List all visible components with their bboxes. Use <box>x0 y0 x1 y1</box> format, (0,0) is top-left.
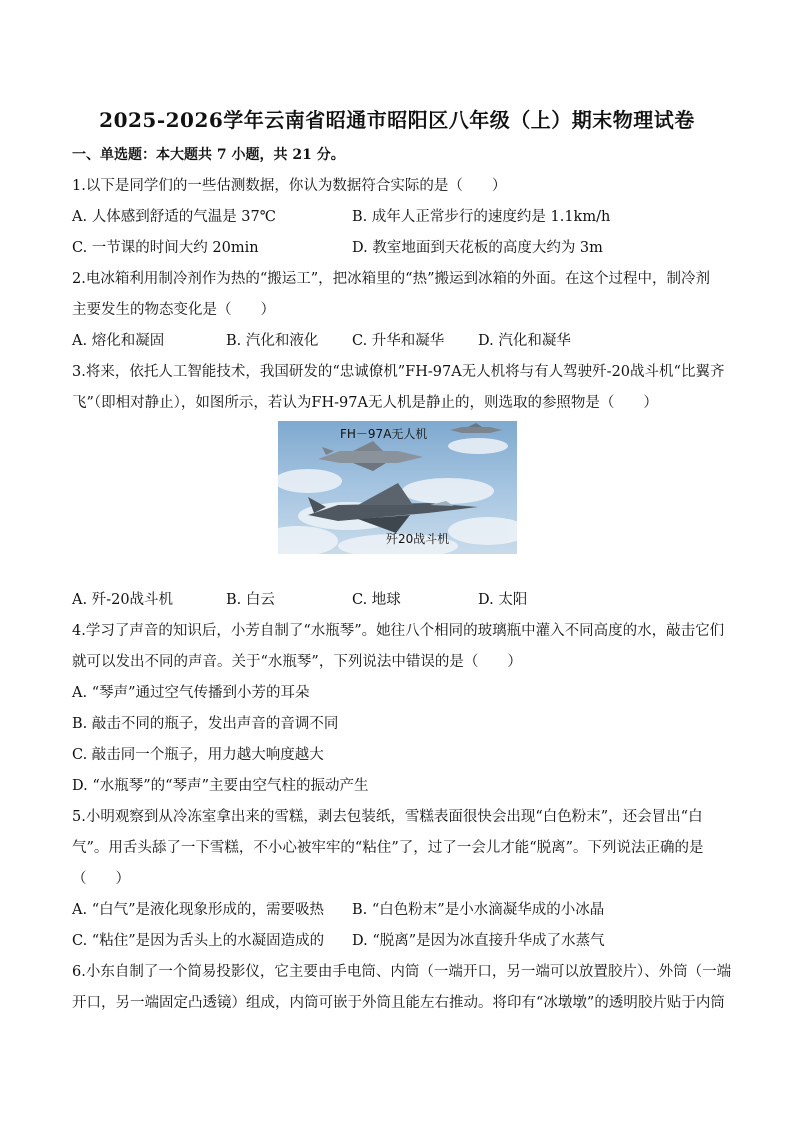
question-2-stem-line-2: 主要发生的物态变化是（ ） <box>72 302 275 318</box>
question-5-option-a: A. “白气”是液化现象形成的，需要吸热 <box>72 902 325 918</box>
question-5-stem-line-3: （ ） <box>72 871 130 887</box>
question-3-stem-line-1: 3.将来，依托人工智能技术，我国研发的“忠诚僚机”FH-97A无人机将与有人驾驶歼-20战斗机“比翼齐 <box>72 364 725 380</box>
question-1-stem: 1.以下是同学们的一些估测数据，你认为数据符合实际的是（ ） <box>72 178 507 194</box>
question-4-option-b: B. 敲击不同的瓶子，发出声音的音调不同 <box>72 716 339 732</box>
question-1-option-c: C. 一节课的时间大约 20min <box>72 240 259 256</box>
question-4-stem-line-2: 就可以发出不同的声音。关于“水瓶琴”，下列说法中错误的是（ ） <box>72 654 522 670</box>
question-2-option-d: D. 汽化和凝华 <box>478 333 571 349</box>
question-4-option-d: D. “水瓶琴”的“琴声”主要由空气柱的振动产生 <box>72 778 369 794</box>
question-5-option-c: C. “粘住”是因为舌头上的水凝固造成的 <box>72 933 325 949</box>
question-6-stem-line-1: 6.小东自制了一个简易投影仪，它主要由手电筒、内筒（一端开口，另一端可以放置胶片）、外筒（一端 <box>72 964 732 980</box>
question-5-option-d: D. “脱离”是因为冰直接升华成了水蒸气 <box>352 933 605 949</box>
question-2-option-b: B. 汽化和液化 <box>226 333 319 349</box>
figure-label-fighter: 歼20战斗机 <box>386 532 450 546</box>
question-2-option-c: C. 升华和凝华 <box>352 333 445 349</box>
question-4-option-c: C. 敲击同一个瓶子，用力越大响度越大 <box>72 747 324 763</box>
question-5-stem-line-2: 气”。用舌头舔了一下雪糕，不小心被牢牢的“粘住”了，过了一会儿才能“脱离”。下列说法正确的是 <box>72 840 704 856</box>
section-heading: 一、单选题：本大题共 7 小题，共 21 分。 <box>72 147 345 163</box>
question-1-option-b: B. 成年人正常步行的速度约是 1.1km/h <box>352 209 611 225</box>
question-4-option-a: A. “琴声”通过空气传播到小芳的耳朵 <box>72 685 310 701</box>
question-2-option-a: A. 熔化和凝固 <box>72 333 165 349</box>
question-5-stem-line-1: 5.小明观察到从冷冻室拿出来的雪糕，剥去包装纸，雪糕表面很快会出现“白色粉末”，还会冒出“白 <box>72 809 703 825</box>
aircraft-photo <box>278 421 517 554</box>
question-3-figure <box>278 421 517 554</box>
question-3-option-b: B. 白云 <box>226 592 275 608</box>
exam-title: 2025-2026学年云南省昭通市昭阳区八年级（上）期末物理试卷 <box>99 108 695 132</box>
question-1-option-a: A. 人体感到舒适的气温是 37℃ <box>72 209 276 225</box>
question-1-option-d: D. 教室地面到天花板的高度大约为 3m <box>352 240 603 256</box>
question-4-stem-line-1: 4.学习了声音的知识后，小芳自制了“水瓶琴”。她往八个相同的玻璃瓶中灌入不同高度的水，敲击它们 <box>72 623 725 639</box>
question-3-option-c: C. 地球 <box>352 592 401 608</box>
figure-label-drone: FH－97A无人机 <box>340 427 428 441</box>
question-6-stem-line-2: 开口，另一端固定凸透镜）组成，内筒可嵌于外筒且能左右推动。将印有“冰墩墩”的透明胶片贴于内筒 <box>72 995 725 1011</box>
question-5-option-b: B. “白色粉末”是小水滴凝华成的小冰晶 <box>352 902 605 918</box>
question-3-option-a: A. 歼-20战斗机 <box>72 592 174 608</box>
question-3-stem-line-2: 飞”（即相对静止），如图所示，若认为FH-97A无人机是静止的，则选取的参照物是（ ） <box>72 395 658 411</box>
question-2-stem-line-1: 2.电冰箱利用制冷剂作为热的“搬运工”，把冰箱里的“热”搬运到冰箱的外面。在这个过程中，制冷剂 <box>72 271 710 287</box>
question-3-option-d: D. 太阳 <box>478 592 528 608</box>
